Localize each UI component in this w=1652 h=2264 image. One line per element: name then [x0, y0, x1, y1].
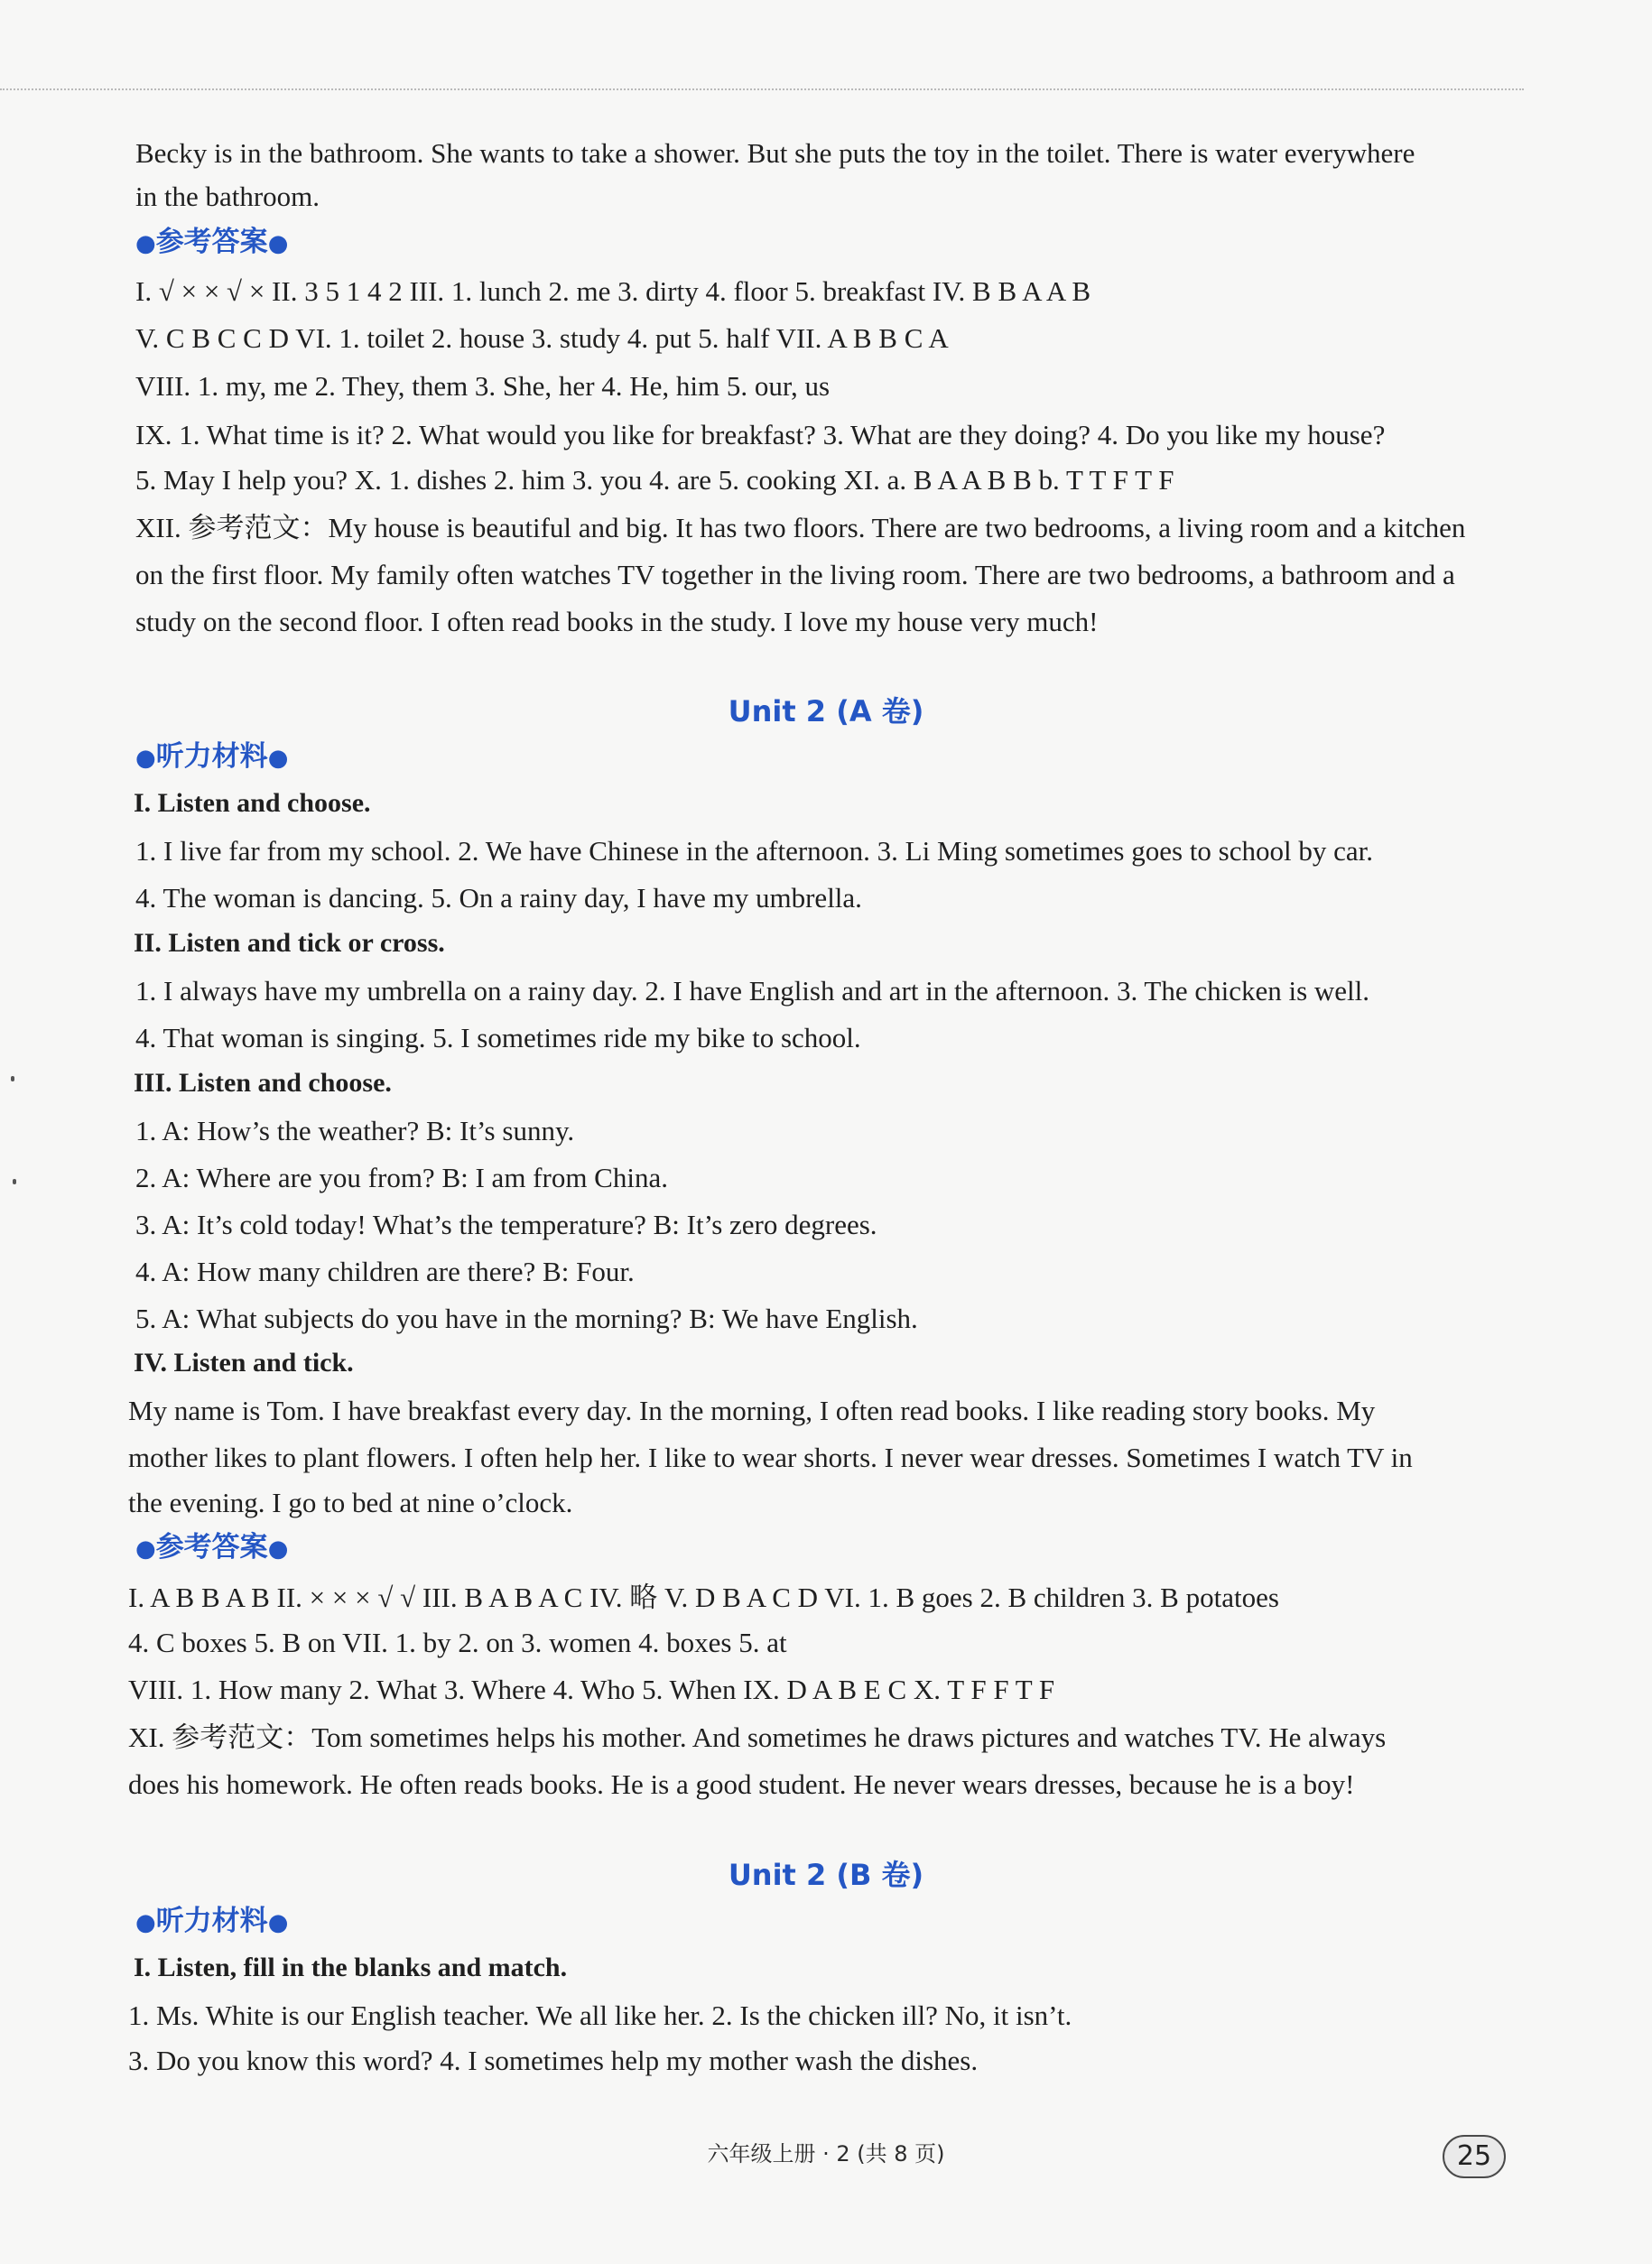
paragraph-line: My name is Tom. I have breakfast every day. In the morning, I often read books. I like reading story books. My	[128, 1395, 1376, 1426]
bullet-dot-icon: ●	[135, 745, 156, 772]
bullet-dot-icon: ●	[267, 230, 289, 257]
paragraph-line: 3. Do you know this word? 4. I sometimes help my mother wash the dishes.	[128, 2045, 979, 2076]
bullet-dot-icon: ●	[267, 1536, 289, 1563]
paragraph-line: 4. The woman is dancing. 5. On a rainy day, I have my umbrella.	[135, 882, 862, 914]
page-number-badge: 25	[1443, 2135, 1506, 2178]
bullet-dot-icon: ●	[267, 745, 289, 772]
paragraph-line: in the bathroom.	[135, 181, 320, 212]
part-title: I. Listen and choose.	[134, 788, 371, 818]
paragraph-line: 5. A: What subjects do you have in the morning? B: We have English.	[135, 1303, 918, 1334]
unit-2b-title: Unit 2 (B 卷)	[728, 1858, 924, 1892]
scan-speck	[11, 1076, 14, 1081]
paragraph-line: 3. A: It’s cold today! What’s the temperature? B: It’s zero degrees.	[135, 1209, 877, 1240]
listening-heading: ●听力材料●	[135, 1905, 289, 1937]
paragraph-line: 1. I always have my umbrella on a rainy day. 2. I have English and art in the afternoon. 3. The chicken is well.	[135, 975, 1370, 1007]
paragraph-line: 1. I live far from my school. 2. We have Chinese in the afternoon. 3. Li Ming sometimes goes to school by car.	[135, 835, 1373, 867]
answers-heading: ●参考答案●	[135, 226, 289, 258]
answer-line: on the first floor. My family often watches TV together in the living room. There are two bedrooms, a bathroom and a	[135, 559, 1455, 590]
answer-line: 4. C boxes 5. B on VII. 1. by 2. on 3. women 4. boxes 5. at	[128, 1627, 787, 1658]
answer-line: V. C B C C D VI. 1. toilet 2. house 3. study 4. put 5. half VII. A B B C A	[135, 322, 949, 354]
paragraph-line: 1. A: How’s the weather? B: It’s sunny.	[135, 1115, 575, 1146]
part-title: I. Listen, fill in the blanks and match.	[134, 1953, 568, 1982]
paragraph-line: mother likes to plant flowers. I often help her. I like to wear shorts. I never wear dresses. Sometimes I watch TV in	[128, 1442, 1413, 1473]
bullet-dot-icon: ●	[135, 1536, 156, 1563]
listening-heading: ●听力材料●	[135, 740, 289, 773]
answer-line: 5. May I help you? X. 1. dishes 2. him 3. you 4. are 5. cooking XI. a. B A A B B b. T T F T F	[135, 464, 1174, 496]
answer-line: does his homework. He often reads books. He is a good student. He never wears dresses, because he is a boy!	[128, 1768, 1355, 1800]
answer-line: IX. 1. What time is it? 2. What would you like for breakfast? 3. What are they doing? 4. Do you like my house?	[135, 419, 1386, 450]
part-title: II. Listen and tick or cross.	[134, 928, 445, 958]
paragraph-line: 4. A: How many children are there? B: Four.	[135, 1256, 635, 1287]
paragraph-line: 1. Ms. White is our English teacher. We all like her. 2. Is the chicken ill? No, it isn’t.	[128, 2000, 1072, 2031]
answers-heading: ●参考答案●	[135, 1531, 289, 1563]
part-title: III. Listen and choose.	[134, 1068, 392, 1098]
top-dotted-rule	[0, 88, 1524, 90]
paragraph-line: 2. A: Where are you from? B: I am from China.	[135, 1162, 668, 1193]
part-title: IV. Listen and tick.	[134, 1348, 354, 1378]
page-footer: 六年级上册 · 2 (共 8 页)	[707, 2141, 945, 2167]
answer-line: XI. 参考范文：Tom sometimes helps his mother. And sometimes he draws pictures and watches TV. He always	[128, 1721, 1387, 1753]
bullet-dot-icon: ●	[267, 1909, 289, 1936]
paragraph-line: 4. That woman is singing. 5. I sometimes ride my bike to school.	[135, 1022, 861, 1053]
answer-line: study on the second floor. I often read books in the study. I love my house very much!	[135, 606, 1099, 637]
answer-line: I. √ × × √ × II. 3 5 1 4 2 III. 1. lunch 2. me 3. dirty 4. floor 5. breakfast IV. B B A A B	[135, 275, 1091, 307]
answer-line: VIII. 1. my, me 2. They, them 3. She, her 4. He, him 5. our, us	[135, 370, 831, 402]
answer-line: VIII. 1. How many 2. What 3. Where 4. Who 5. When IX. D A B E C X. T F F T F	[128, 1674, 1055, 1705]
bullet-dot-icon: ●	[135, 1909, 156, 1936]
bullet-dot-icon: ●	[135, 230, 156, 257]
answer-line: I. A B B A B II. × × × √ √ III. B A B A C IV. 略 V. D B A C D VI. 1. B goes 2. B children 3. B potatoes	[128, 1582, 1279, 1613]
paragraph-line: the evening. I go to bed at nine o’clock.	[128, 1487, 573, 1518]
paragraph-line: Becky is in the bathroom. She wants to take a shower. But she puts the toy in the toilet. There is water everywhere	[135, 137, 1415, 169]
answer-line: XII. 参考范文：My house is beautiful and big. It has two floors. There are two bedrooms, a living room and a kitchen	[135, 512, 1466, 543]
unit-2a-title: Unit 2 (A 卷)	[728, 694, 924, 728]
scan-speck	[13, 1179, 16, 1184]
